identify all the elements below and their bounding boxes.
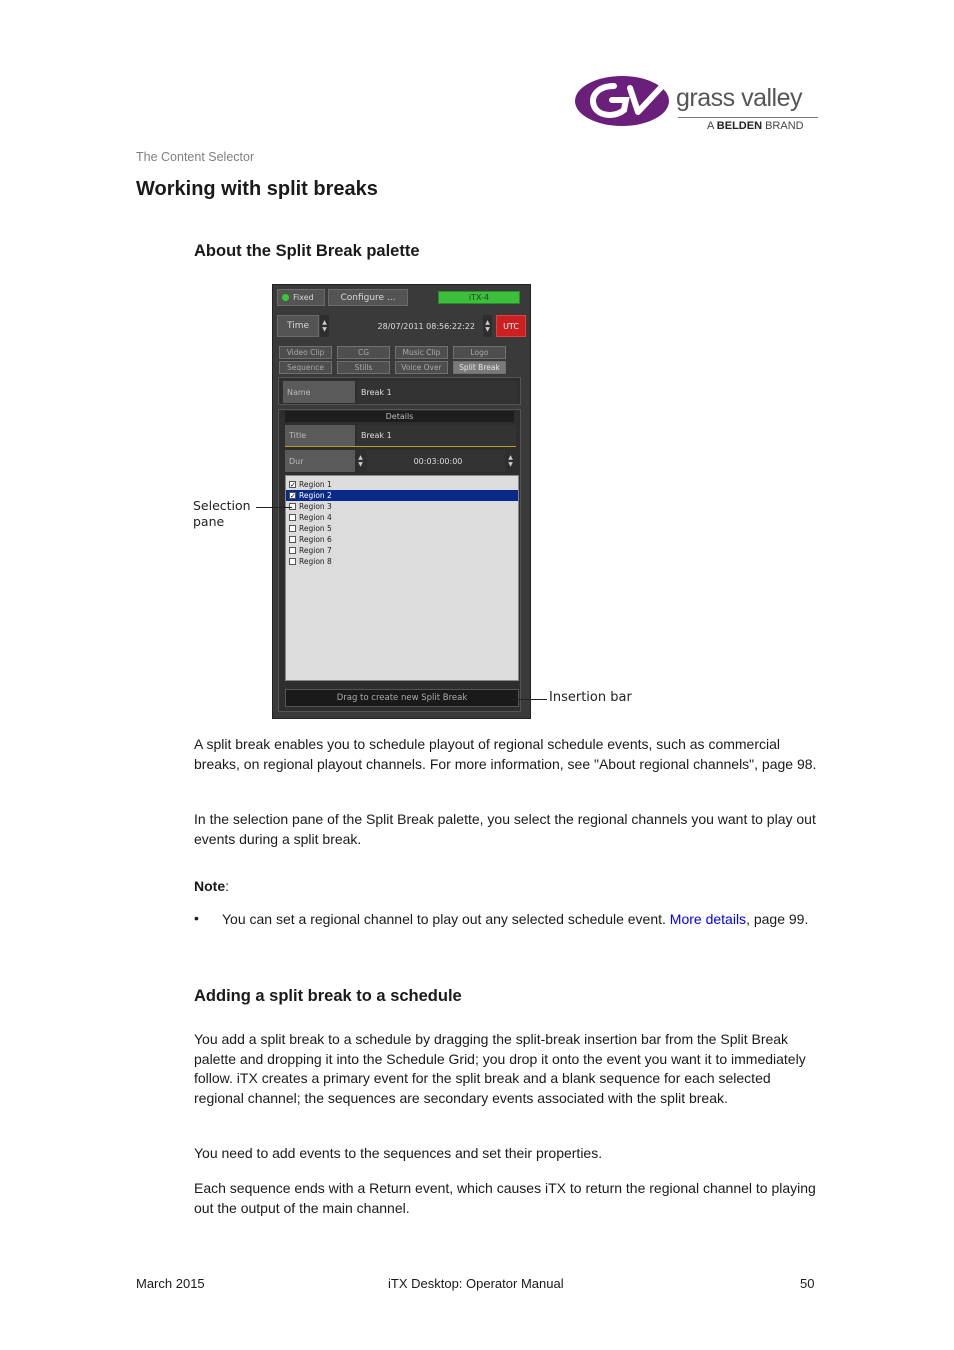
region-label: Region 5 (299, 524, 332, 533)
name-value[interactable]: Break 1 (357, 381, 517, 403)
dur-spinner-left[interactable] (356, 450, 365, 472)
fixed-label: Fixed (293, 293, 314, 302)
title-row (285, 425, 516, 447)
tab-stills[interactable]: Stills (337, 361, 390, 374)
title-label: Title (285, 425, 355, 446)
region-label: Region 6 (299, 535, 332, 544)
paragraph-text: A split break enables you to schedule playout of regional schedule events, such as commercial breaks, on regional playout channels. For more information, see "About regional channels", page 98. (194, 736, 817, 772)
paragraph-return-event (194, 1179, 819, 1218)
tab-logo[interactable]: Logo (453, 346, 506, 359)
brand-bold: BELDEN (716, 120, 763, 132)
region-item[interactable] (286, 479, 518, 490)
checkbox-icon[interactable] (289, 558, 296, 565)
tab-sequence[interactable]: Sequence (279, 361, 332, 374)
tab-cg[interactable]: CG (337, 346, 390, 359)
split-break-palette-screenshot (272, 284, 531, 719)
status-led-icon (282, 294, 289, 301)
dur-row (285, 450, 516, 472)
footer-page-number: 50 (800, 1276, 815, 1291)
logo-rule (678, 117, 818, 118)
tab-video-clip[interactable]: Video Clip (279, 346, 332, 359)
checkbox-icon[interactable] (289, 514, 296, 521)
dur-spinner-right[interactable] (506, 450, 515, 472)
logo-wordmark: grass valley (676, 84, 802, 112)
utc-button[interactable]: UTC (496, 315, 526, 337)
spin-up-icon: ▲ (508, 454, 513, 461)
bullet-text: You can set a regional channel to play out any selected schedule event. (222, 911, 666, 927)
region-item[interactable] (286, 501, 518, 512)
name-label: Name (283, 381, 355, 403)
paragraph-adding (194, 1030, 819, 1109)
fixed-toggle[interactable] (277, 289, 325, 306)
note-heading (194, 878, 229, 894)
spin-up-icon: ▲ (322, 319, 327, 326)
note-label: Note (194, 878, 226, 894)
paragraph-text: You need to add events to the sequences and set their properties. (194, 1145, 603, 1161)
paragraph-text: In the selection pane of the Split Break palette, you select the regional channels you want to play out events during a split break. (194, 811, 816, 847)
details-header: Details (285, 411, 514, 422)
region-item[interactable] (286, 534, 518, 545)
paragraph-text: Each sequence ends with a Return event, which causes iTX to return the regional channel to playing out the output of the main channel. (194, 1180, 816, 1216)
region-item-selected[interactable] (286, 490, 518, 501)
time-button[interactable]: Time (277, 315, 319, 337)
insertion-bar[interactable]: Drag to create new Split Break (285, 689, 519, 707)
logo-brand-line (707, 120, 804, 132)
paragraph-intro (194, 735, 819, 774)
spin-down-icon: ▼ (485, 326, 490, 333)
subsection-title-palette: About the Split Break palette (194, 242, 420, 260)
more-details-link[interactable]: More details (669, 911, 747, 927)
paragraph-selection (194, 810, 819, 849)
region-label: Region 4 (299, 513, 332, 522)
insertion-bar-callout: Insertion bar (549, 690, 632, 705)
checkbox-icon[interactable] (289, 536, 296, 543)
paragraph-text: You add a split break to a schedule by dragging the split-break insertion bar from the Split Break palette and dropping it into the Schedule Grid; you drop it onto the event you want it to immediately follow. iTX creates a primary event for the split break and a blank sequence for each selected regional channel; the sequences are secondary events associated with the split break. (194, 1031, 806, 1107)
gv-emblem-icon (574, 72, 678, 130)
region-label: Region 7 (299, 546, 332, 555)
datetime-field[interactable]: 28/07/2011 08:56:22:22 (331, 315, 481, 337)
datetime-spinner[interactable] (483, 315, 492, 337)
spin-up-icon: ▲ (358, 454, 363, 461)
spin-down-icon: ▼ (358, 461, 363, 468)
selection-pane-callout (193, 498, 251, 530)
tab-split-break[interactable]: Split Break (453, 361, 506, 374)
section-title: Working with split breaks (136, 178, 378, 200)
callout-line-2: pane (193, 514, 225, 529)
checkbox-icon[interactable] (289, 525, 296, 532)
configure-button[interactable]: Configure ... (328, 289, 408, 306)
spin-up-icon: ▲ (485, 319, 490, 326)
brand-prefix: A (707, 120, 714, 132)
name-panel (278, 377, 521, 405)
spin-down-icon: ▼ (322, 326, 327, 333)
selection-pane[interactable] (285, 475, 519, 681)
region-item[interactable] (286, 556, 518, 567)
selection-pane-leader-line (256, 507, 292, 508)
grass-valley-logo (574, 70, 824, 136)
callout-line-1: Selection (193, 498, 251, 513)
brand-suffix: BRAND (765, 120, 804, 132)
channel-indicator: iTX-4 (438, 291, 520, 304)
insertion-bar-leader-line (512, 699, 547, 700)
bullet-text-block (222, 910, 822, 930)
checkbox-checked-icon[interactable]: ✓ (290, 481, 296, 489)
checkbox-icon[interactable] (289, 547, 296, 554)
region-label: Region 1 (299, 480, 332, 489)
region-item[interactable] (286, 512, 518, 523)
time-spinner[interactable] (320, 315, 329, 337)
tab-voice-over[interactable]: Voice Over (395, 361, 448, 374)
footer-date: March 2015 (136, 1276, 205, 1291)
bullet-glyph: • (194, 910, 199, 926)
running-header: The Content Selector (136, 150, 255, 164)
title-value[interactable]: Break 1 (357, 425, 516, 446)
subsection-title-adding: Adding a split break to a schedule (194, 987, 462, 1005)
spin-down-icon: ▼ (508, 461, 513, 468)
region-label: Region 2 (299, 491, 332, 500)
dur-label: Dur (285, 450, 355, 472)
name-row (283, 381, 517, 403)
region-item[interactable] (286, 545, 518, 556)
dur-value[interactable]: 00:03:00:00 (367, 450, 505, 472)
region-label: Region 3 (299, 502, 332, 511)
bullet-tail: , page 99. (746, 911, 809, 927)
paragraph-add-events (194, 1144, 819, 1164)
tab-music-clip[interactable]: Music Clip (395, 346, 448, 359)
region-item[interactable] (286, 523, 518, 534)
note-colon: : (225, 878, 230, 894)
checkbox-checked-icon[interactable]: ✓ (290, 492, 296, 500)
footer-doc-title: iTX Desktop: Operator Manual (388, 1276, 564, 1291)
region-label: Region 8 (299, 557, 332, 566)
